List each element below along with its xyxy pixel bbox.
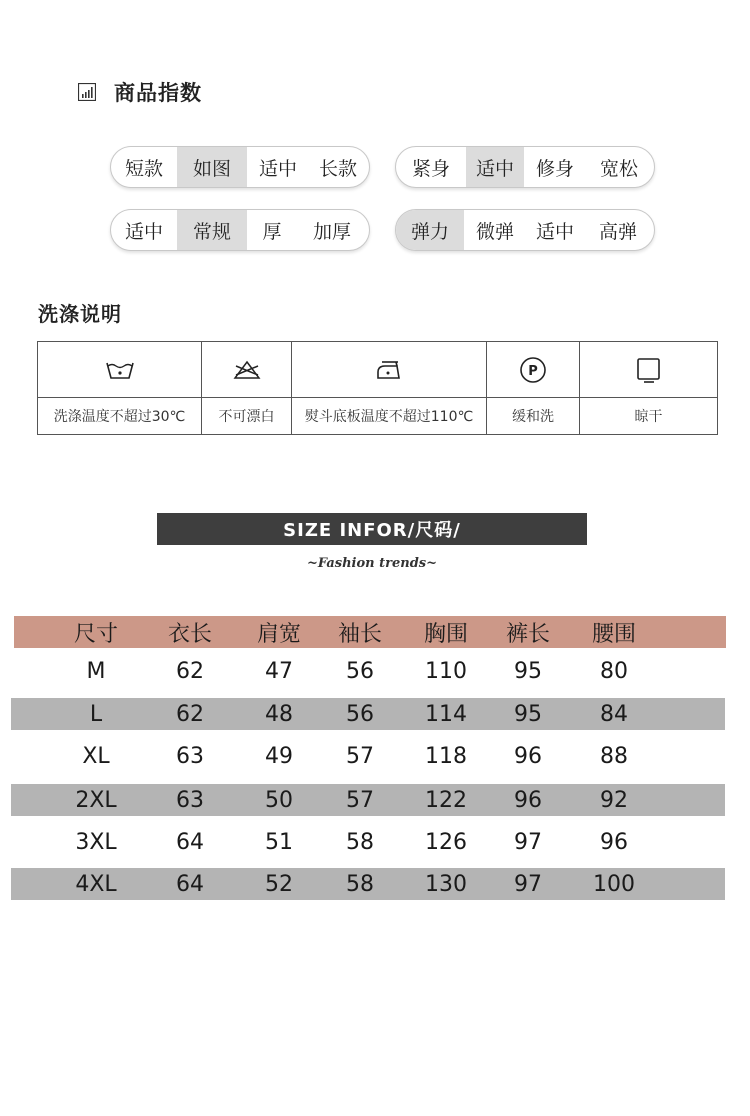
no-bleach-icon	[232, 359, 262, 381]
size-cell: 130	[425, 871, 467, 897]
thickness-pill	[110, 209, 370, 251]
pill-option: 加厚	[312, 220, 351, 243]
pill-option: 适中	[124, 220, 163, 243]
size-table-row	[14, 826, 726, 858]
pill-option: 紧身	[411, 157, 450, 180]
size-cell: XL	[82, 743, 110, 769]
size-cell: 64	[176, 871, 204, 897]
pill-option: 高弹	[598, 220, 637, 243]
fit-pill	[395, 146, 655, 188]
size-table-row	[11, 868, 725, 900]
size-cell: 63	[176, 787, 204, 813]
size-header-cell: 尺寸	[73, 621, 118, 647]
size-table-header	[14, 616, 726, 648]
size-header-cell: 腰围	[591, 621, 636, 647]
pill-option: 适中	[258, 157, 297, 180]
size-header-cell: 肩宽	[256, 621, 301, 647]
dryclean-icon-cell	[487, 342, 580, 398]
size-cell: 96	[600, 829, 628, 855]
size-cell: 47	[265, 658, 293, 684]
size-table-row	[14, 740, 726, 772]
size-header-cell: 胸围	[423, 621, 468, 647]
size-cell: 63	[176, 743, 204, 769]
dry-clean-p-icon	[519, 356, 547, 384]
size-cell: 57	[346, 743, 374, 769]
pill-option: 长款	[318, 157, 357, 180]
size-cell: 92	[600, 787, 628, 813]
iron-icon	[373, 359, 405, 381]
fashion-subtitle: ~Fashion trends~	[306, 556, 438, 571]
size-header-cell: 衣长	[167, 621, 212, 647]
size-table-row	[11, 698, 725, 730]
pill-option-selected: 适中	[466, 147, 524, 187]
bleach-icon-cell	[202, 342, 292, 398]
size-cell: 95	[514, 658, 542, 684]
size-cell: 95	[514, 701, 542, 727]
wash-tub-icon	[105, 359, 135, 381]
size-cell: 80	[600, 658, 628, 684]
bleach-label: 不可漂白	[202, 398, 292, 435]
size-cell: 100	[593, 871, 635, 897]
size-cell: 48	[265, 701, 293, 727]
product-index-title: 商品指数	[114, 81, 202, 105]
bar-chart-icon	[78, 83, 96, 101]
iron-icon-cell	[292, 342, 487, 398]
size-cell: 96	[514, 743, 542, 769]
size-cell: 2XL	[75, 787, 117, 813]
size-cell: 58	[346, 829, 374, 855]
dry-label: 晾干	[580, 398, 718, 435]
pill-option-selected: 如图	[177, 147, 247, 187]
size-cell: 88	[600, 743, 628, 769]
size-cell: 64	[176, 829, 204, 855]
iron-label: 熨斗底板温度不超过110℃	[292, 398, 487, 435]
pill-option-selected: 弹力	[396, 210, 464, 250]
size-cell: 52	[265, 871, 293, 897]
size-cell: 50	[265, 787, 293, 813]
size-cell: 84	[600, 701, 628, 727]
pill-option: 厚	[262, 220, 282, 243]
wash-label: 洗涤温度不超过30℃	[38, 398, 202, 435]
size-cell: 122	[425, 787, 467, 813]
washing-title: 洗涤说明	[38, 302, 122, 326]
size-cell: 126	[425, 829, 467, 855]
size-cell: 96	[514, 787, 542, 813]
size-cell: 57	[346, 787, 374, 813]
size-cell: 56	[346, 658, 374, 684]
dry-square-icon	[636, 357, 662, 383]
svg-text:P: P	[528, 363, 538, 379]
product-index-header	[78, 76, 202, 108]
size-cell: 3XL	[75, 829, 117, 855]
dryclean-label: 缓和洗	[487, 398, 580, 435]
size-cell: 49	[265, 743, 293, 769]
size-cell: 62	[176, 701, 204, 727]
dry-icon-cell	[580, 342, 718, 398]
size-cell: 51	[265, 829, 293, 855]
size-cell: 97	[514, 871, 542, 897]
pill-option: 适中	[535, 220, 574, 243]
size-cell: 62	[176, 658, 204, 684]
size-header-cell: 袖长	[337, 621, 382, 647]
size-table-row	[11, 784, 725, 816]
size-cell: L	[89, 701, 103, 727]
wash-icon-cell	[38, 342, 202, 398]
pill-option: 宽松	[599, 157, 638, 180]
size-cell: M	[86, 658, 106, 684]
size-banner: SIZE INFOR/尺码/	[157, 513, 587, 545]
size-cell: 114	[425, 701, 467, 727]
size-table-row	[14, 655, 726, 687]
size-cell: 56	[346, 701, 374, 727]
pill-option: 微弹	[475, 220, 514, 243]
pill-option: 短款	[124, 157, 163, 180]
pill-option-selected: 常规	[177, 210, 247, 250]
size-cell: 4XL	[75, 871, 117, 897]
size-cell: 58	[346, 871, 374, 897]
length-pill	[110, 146, 370, 188]
pill-option: 修身	[535, 157, 574, 180]
size-cell: 97	[514, 829, 542, 855]
size-cell: 110	[425, 658, 467, 684]
size-header-cell: 裤长	[505, 621, 550, 647]
washing-table	[37, 341, 718, 435]
elasticity-pill	[395, 209, 655, 251]
size-cell: 118	[425, 743, 467, 769]
